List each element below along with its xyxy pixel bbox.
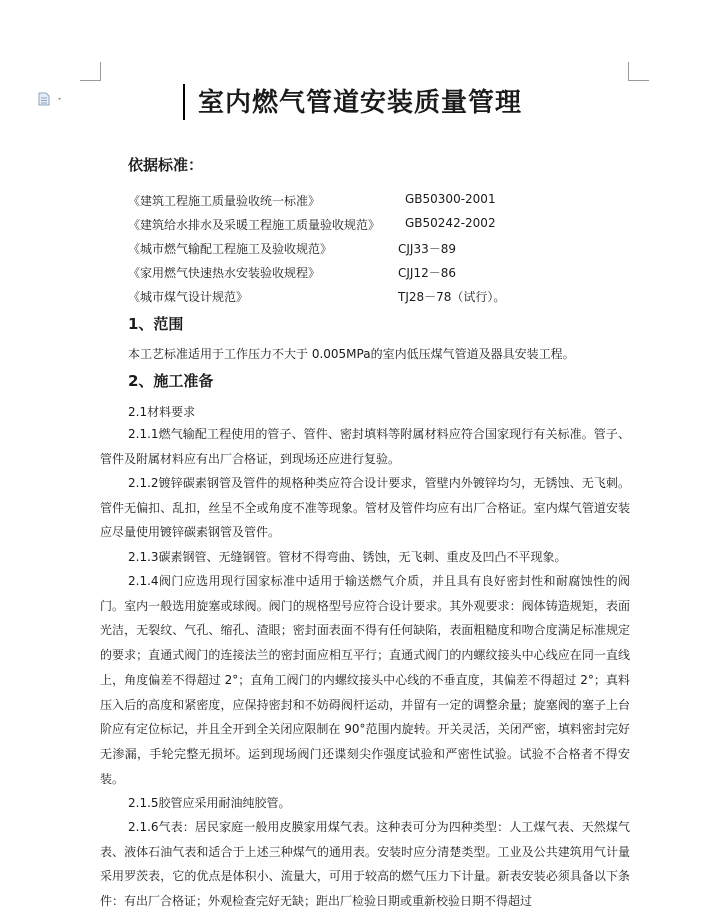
section-heading-preparation: 2、施工准备 — [128, 372, 214, 390]
page-corner-mark-top-left — [80, 62, 101, 81]
basis-heading: 依据标准： — [128, 156, 204, 174]
standard-name: 《城市燃气输配工程施工及验收规范》 — [128, 242, 333, 256]
standard-name: 《家用燃气快速热水安装验收规程》 — [128, 266, 321, 280]
standard-item — [128, 216, 496, 233]
page-corner-mark-top-right — [628, 62, 649, 81]
standard-code: CJJ12－86 — [398, 266, 456, 280]
standard-name: 《建筑工程施工质量验收统一标准》 — [128, 194, 321, 208]
section-heading-scope: 1、范围 — [128, 315, 184, 333]
paragraph-2-1-1: 2.1.1燃气输配工程使用的管子、管件、密封填料等附属材料应符合国家现行有关标准。管子、管件及附属材料应有出厂合格证，到现场还应进行复验。 — [100, 427, 630, 466]
paragraph-2-1-2: 2.1.2镀锌碳素钢管及管件的规格种类应符合设计要求，管壁内外镀锌均匀，无锈蚀、无飞刺。管件无偏扣、乱扣，丝呈不全或角度不准等现象。管材及管件均应有出厂合格证。室内煤气管道安装应尽量使用镀锌碳素钢管及管件。 — [100, 476, 630, 540]
standard-code: GB50300-2001 — [405, 192, 496, 206]
paragraph-2-1-5: 2.1.5胶管应采用耐油纯胶管。 — [128, 796, 291, 810]
paragraph-2-1-4: 2.1.4阀门应选用现行国家标准中适用于输送燃气介质，并且具有良好密封性和耐腐蚀性的阀门。室内一般选用旋塞或球阀。阀门的规格型号应符合设计要求。其外观要求：阀体铸造规矩，表面光洁，无裂纹、气孔、缩孔、渣眼；密封面表面不得有任何缺陷，表面粗糙度和吻合度满足标准规定的要求；直通式阀门的连接法兰的密封面应相互平行；直通式阀门的内螺纹接头中心线应在同一直线上，角度偏差不得超过 2°；直角工阀门的内螺纹接头中心线的不垂直度，其偏差不得超过 2°；真料压入后的高度和紧密度，应保持密封和不妨碍阀杆运动，并留有一定的调整余量；旋塞阀的塞子上台阶应有定位标记，并且全开到全关闭应限制在 90°范围内旋转。开关灵活，关闭严密，填料密封完好无渗漏，手轮完整无损坏。运到现场阀门还谍刻尖作强度试验和严密性试验。试验不合格者不得安装。 — [100, 574, 630, 786]
standard-item — [128, 192, 496, 209]
paragraph-2-1-6: 2.1.6气表：居民家庭一般用皮膜家用煤气表。这种表可分为四种类型：人工煤气表、天然煤气表、液体石油气表和适合于上述三种煤气的通用表。安装时应分清楚类型。工业及公共建筑用气计量采用罗茨表，它的优点是体积小、流量大，可用于较高的燃气压力下计量。新表安装必须具备以下条件：有出厂合格证；外观检查完好无缺；距出厂检验日期或重新校验日期不得超过 — [100, 820, 630, 909]
document-title: 室内燃气管道安装质量管理 — [198, 88, 523, 118]
standard-code: TJ28－78（试行）。 — [398, 290, 506, 304]
standard-code: CJJ33－89 — [398, 242, 456, 256]
standard-code: GB50242-2002 — [405, 216, 496, 230]
text-cursor — [183, 84, 185, 120]
document-outline-icon[interactable] — [38, 92, 64, 106]
paragraph-2-1-3: 2.1.3碳素钢管、无缝钢管。管材不得弯曲、锈蚀，无飞刺、重皮及凹凸不平现象。 — [128, 550, 567, 564]
standard-item — [128, 240, 456, 257]
materials-subheading: 2.1材料要求 — [128, 405, 196, 419]
standard-name: 《建筑给水排水及采暖工程施工质量验收规范》 — [128, 218, 381, 232]
standard-item — [128, 264, 456, 281]
standard-name: 《城市煤气设计规范》 — [128, 290, 249, 304]
standard-item — [128, 288, 506, 305]
scope-text: 本工艺标准适用于工作压力不大于 0.005MPa的室内低压煤气管道及器具安装工程。 — [128, 347, 575, 361]
